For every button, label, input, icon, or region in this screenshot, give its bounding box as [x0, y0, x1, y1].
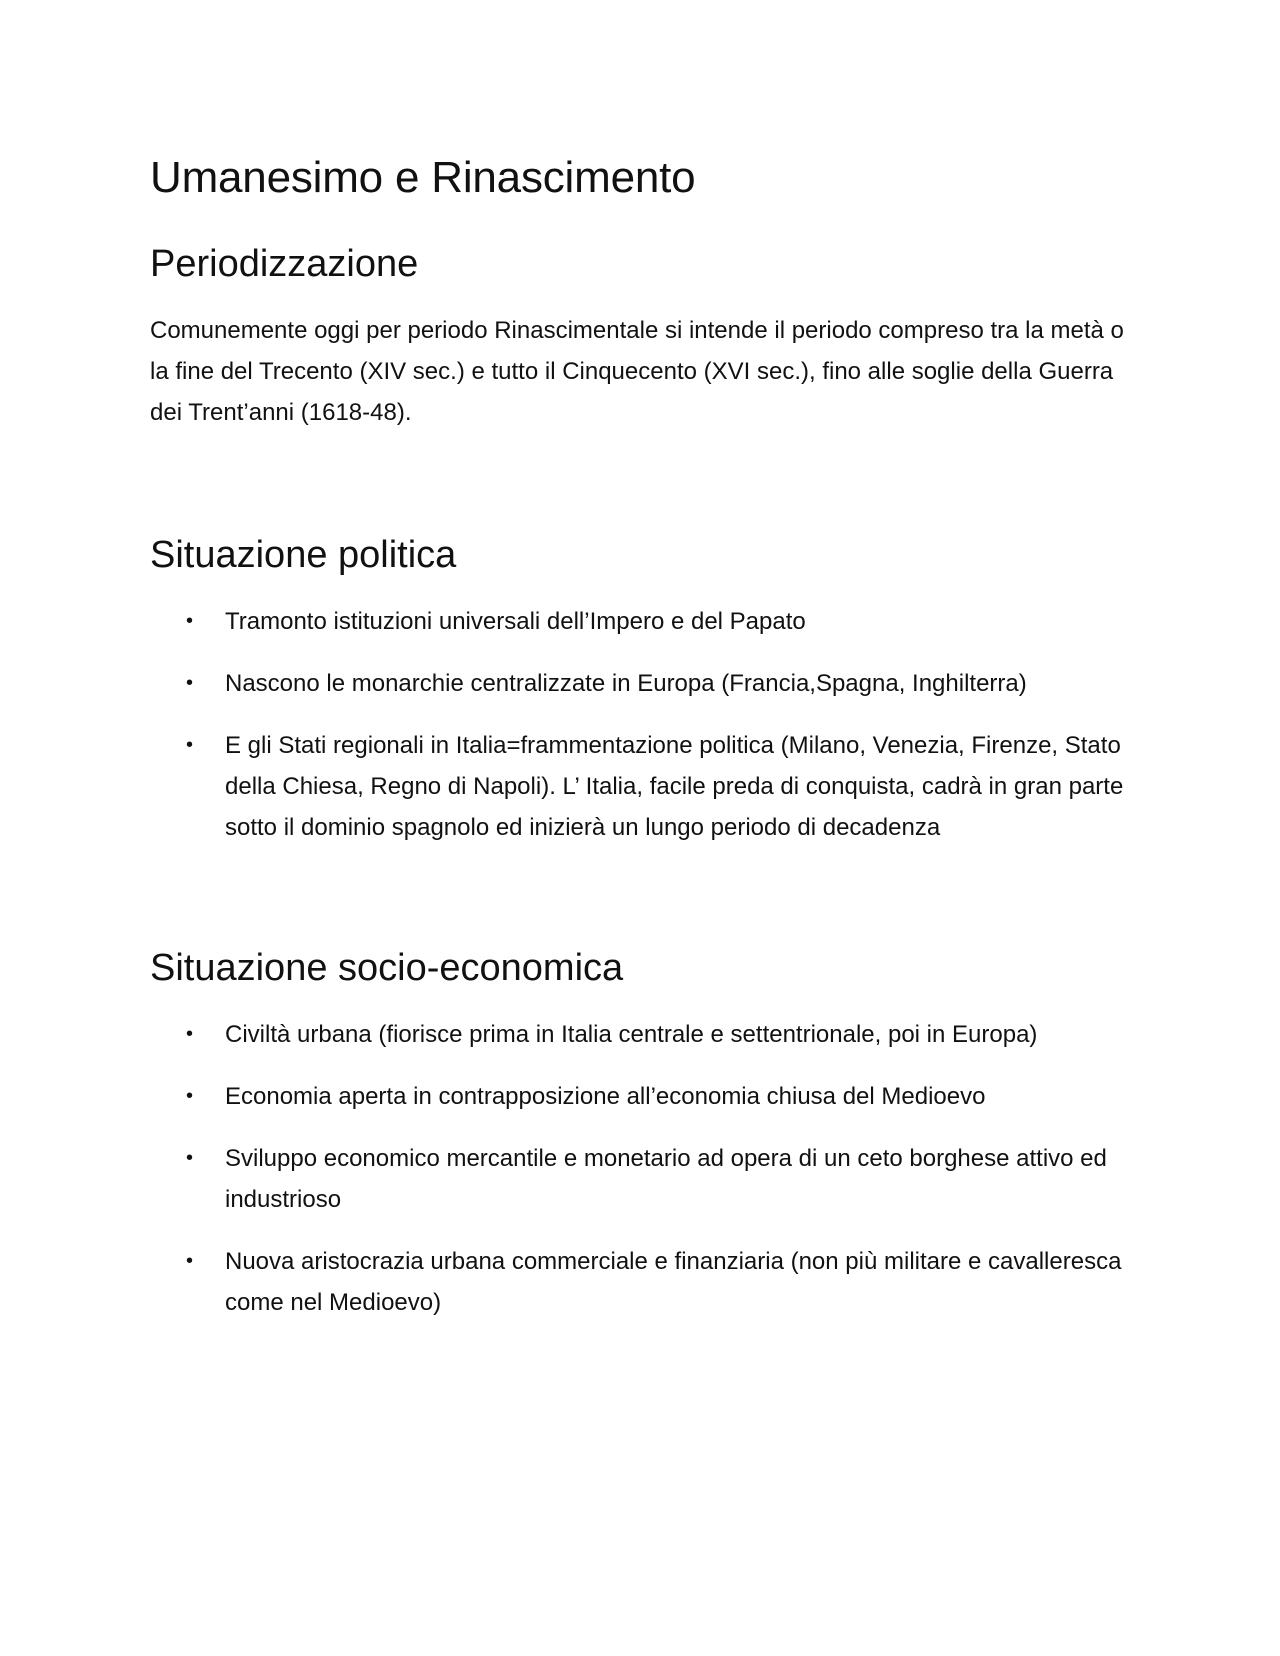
list-item-text: Sviluppo economico mercantile e monetario ad opera di un ceto borghese attivo ed industrioso [225, 1145, 1107, 1213]
list-item-text: Nascono le monarchie centralizzate in Europa (Francia,Spagna, Inghilterra) [225, 670, 1027, 697]
section-heading-periodizzazione: Periodizzazione [150, 243, 419, 285]
list-item [150, 601, 1130, 642]
bullet-icon: • [186, 610, 194, 632]
list-item [150, 1076, 1130, 1117]
periodizzazione-paragraph: Comunemente oggi per periodo Rinascimentale si intende il periodo compreso tra la metà o la fine del Trecento (XIV sec.) e tutto il Cinquecento (XVI sec.), fino alle soglie della Guerra dei Trent’anni (1618-48). [150, 317, 1124, 426]
bullet-icon: • [186, 1085, 194, 1107]
bullet-icon: • [186, 1147, 194, 1169]
bullet-icon: • [186, 734, 194, 756]
bullet-icon: • [186, 1250, 194, 1272]
list-item [150, 1014, 1130, 1055]
list-item [150, 725, 1130, 848]
bullet-icon: • [186, 672, 194, 694]
list-item [150, 663, 1130, 704]
list-item-text: Nuova aristocrazia urbana commerciale e finanziaria (non più militare e cavalleresca come nel Medioevo) [225, 1248, 1122, 1316]
list-item [150, 1138, 1130, 1220]
bullet-icon: • [186, 1023, 194, 1045]
section-heading-situazione-politica: Situazione politica [150, 534, 457, 576]
list-item-text: Economia aperta in contrapposizione all’economia chiusa del Medioevo [225, 1083, 986, 1110]
document-page [150, 150, 1130, 1323]
list-item [150, 1241, 1130, 1323]
list-item-text: Tramonto istituzioni universali dell’Impero e del Papato [225, 608, 806, 635]
list-item-text: E gli Stati regionali in Italia=frammentazione politica (Milano, Venezia, Firenze, Stato della Chiesa, Regno di Napoli). L’ Italia, facile preda di conquista, cadrà in gran parte sotto il dominio spagnolo ed inizierà un lungo periodo di decadenza [225, 732, 1124, 841]
section-heading-situazione-socio-economica: Situazione socio-economica [150, 947, 624, 989]
document-title: Umanesimo e Rinascimento [150, 153, 696, 202]
list-item-text: Civiltà urbana (fiorisce prima in Italia centrale e settentrionale, poi in Europa) [225, 1021, 1038, 1048]
situazione-politica-list [150, 601, 1130, 848]
situazione-socio-economica-list [150, 1014, 1130, 1323]
